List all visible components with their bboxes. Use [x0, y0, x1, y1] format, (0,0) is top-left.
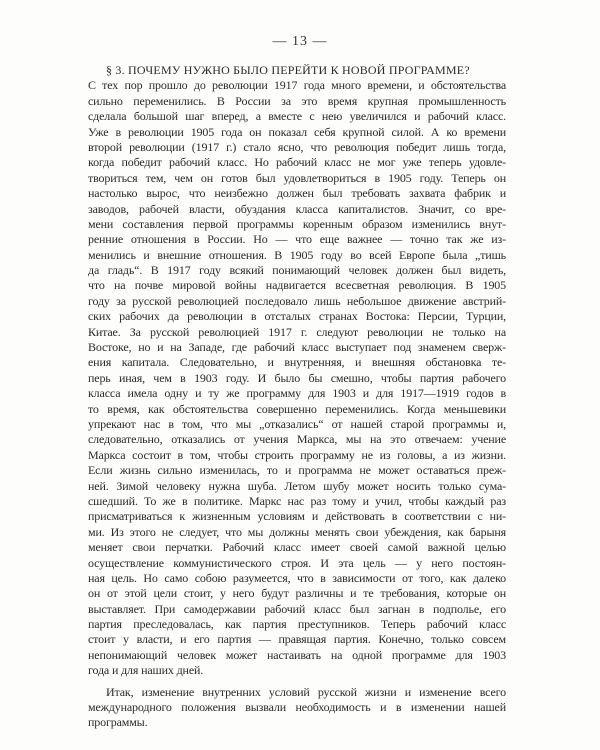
- text-line: программы.: [88, 715, 148, 730]
- text-line: упрекают нас в том, что мы „отказались“ от нашей старой программы и,: [88, 416, 506, 431]
- text-line: то время, как обстоятельства совершенно переменились. Когда меньшевики: [88, 401, 506, 416]
- text-line: выставляет. При самодержавии рабочий класс был загнан в подполье, его: [88, 601, 506, 616]
- text-line: года и для наших дней.: [88, 663, 204, 678]
- text-line: Китае. За русской революцией 1917 г. следуют революции не только на: [88, 324, 506, 339]
- text-line: перь иная, чем в 1903 году. И было бы смешно, чтобы партия рабочего: [88, 370, 506, 385]
- text-line: Востоке, но и на Западе, где рабочий класс выступает под знаменем сверж-: [88, 340, 506, 355]
- text-line: ренние отношения в России. Но — что еще важнее — точно так же из-: [88, 232, 506, 247]
- text-line: присматриваться к жизненным условиям и действовать в соответствии с ни-: [88, 509, 506, 524]
- text-line: С тех пор прошло до революции 1917 года много времени, и обстоятельства: [88, 78, 506, 93]
- text-line: Маркса состоит в том, чтобы строить программу не из головы, а из жизни.: [88, 447, 506, 462]
- text-line: класса имела одну и ту же программу для 1903 и для 1917—1919 годов в: [88, 386, 506, 401]
- text-line: международного положения вызвали необходимость и в изменении нашей: [88, 700, 506, 715]
- text-line: менились и внешние отношения. В 1905 году во всей Европе была „тишь: [88, 247, 506, 262]
- text-line: сделала большой шаг вперед, а вместе с нею увеличился и рабочий класс.: [88, 109, 506, 124]
- text-line: второй революции (1917 г.) стало ясно, что революция победит лишь тогда,: [88, 139, 506, 154]
- text-line: да гладь“. В 1917 году всякий понимающий человек должен был видеть,: [88, 263, 506, 278]
- text-line: когда победит рабочий класс. Но рабочий класс не мог уже теперь удовле-: [88, 155, 506, 170]
- text-line: настолько вырос, что неизбежно должен был требовать захвата фабрик и: [88, 186, 506, 201]
- text-line: Уже в революции 1905 года он показал себя крупной силой. А ко времени: [88, 124, 506, 139]
- section-heading: § 3. ПОЧЕМУ НУЖНО БЫЛО ПЕРЕЙТИ К НОВОЙ ПРОГРАММЕ?: [106, 63, 470, 77]
- text-line: твориться тем, чем он готов был удовлетвориться в 1905 году. Теперь он: [88, 170, 506, 185]
- text-line: осуществление коммунистического строя. И эта цель — у него постоян-: [88, 555, 506, 570]
- paragraphs: [88, 78, 506, 730]
- text-line: ских рабочих да революции в отсталых странах Востока: Персии, Турции,: [88, 309, 506, 324]
- text-block: [88, 63, 506, 731]
- paragraph: [88, 78, 506, 678]
- text-line: ная цель. Но само собою разумеется, что в зависимости от того, как далеко: [88, 570, 506, 585]
- text-line: непонимающий человек может настаивать на одной программе для 1903: [88, 647, 506, 662]
- text-line: следовательно, отказались от учения Маркса, мы на это отвечаем: учение: [88, 432, 506, 447]
- text-line: мени составления первой программы коренным образом изменились внут-: [88, 216, 506, 231]
- text-line: стоит у власти, и его партия — правящая партия. Конечно, только совсем: [88, 632, 506, 647]
- text-line: году за русской революцией последовало лишь небольшое движение австрий-: [88, 293, 506, 308]
- text-line: ми. Из этого не следует, что мы должны менять свои убеждения, как барыня: [88, 524, 506, 539]
- text-line: меняет свои перчатки. Рабочий класс имеет своей самой важной целью: [88, 540, 506, 555]
- text-line: заводов, рабочей власти, обуздания класса капиталистов. Значит, со вре-: [88, 201, 506, 216]
- text-line: Итак, изменение внутренних условий русской жизни и изменение всего: [106, 684, 506, 699]
- text-line: партия преследовалась, как партия преступников. Теперь рабочий класс: [88, 617, 506, 632]
- page-number: — 13 —: [272, 34, 328, 49]
- paragraph: [88, 685, 506, 731]
- text-line: Если жизнь сильно изменилась, то и программа не может оставаться преж-: [88, 463, 506, 478]
- text-line: сшедший. То же в политике. Маркс нас раз тому и учил, чтобы каждый раз: [88, 493, 506, 508]
- text-line: он от этой цели стоит, у него будут различны и те требования, которые он: [88, 586, 506, 601]
- text-line: сильно переменились. В России за это время крупная промышленность: [88, 93, 506, 108]
- text-line: ней. Зимой человеку нужна шуба. Летом шубу может носить только сума-: [88, 478, 506, 493]
- text-line: что на почве мировой войны надвигается всесветная революция. В 1905: [88, 278, 506, 293]
- text-line: ения капитала. Следовательно, и внутренняя, и внешняя обстановка те-: [88, 355, 506, 370]
